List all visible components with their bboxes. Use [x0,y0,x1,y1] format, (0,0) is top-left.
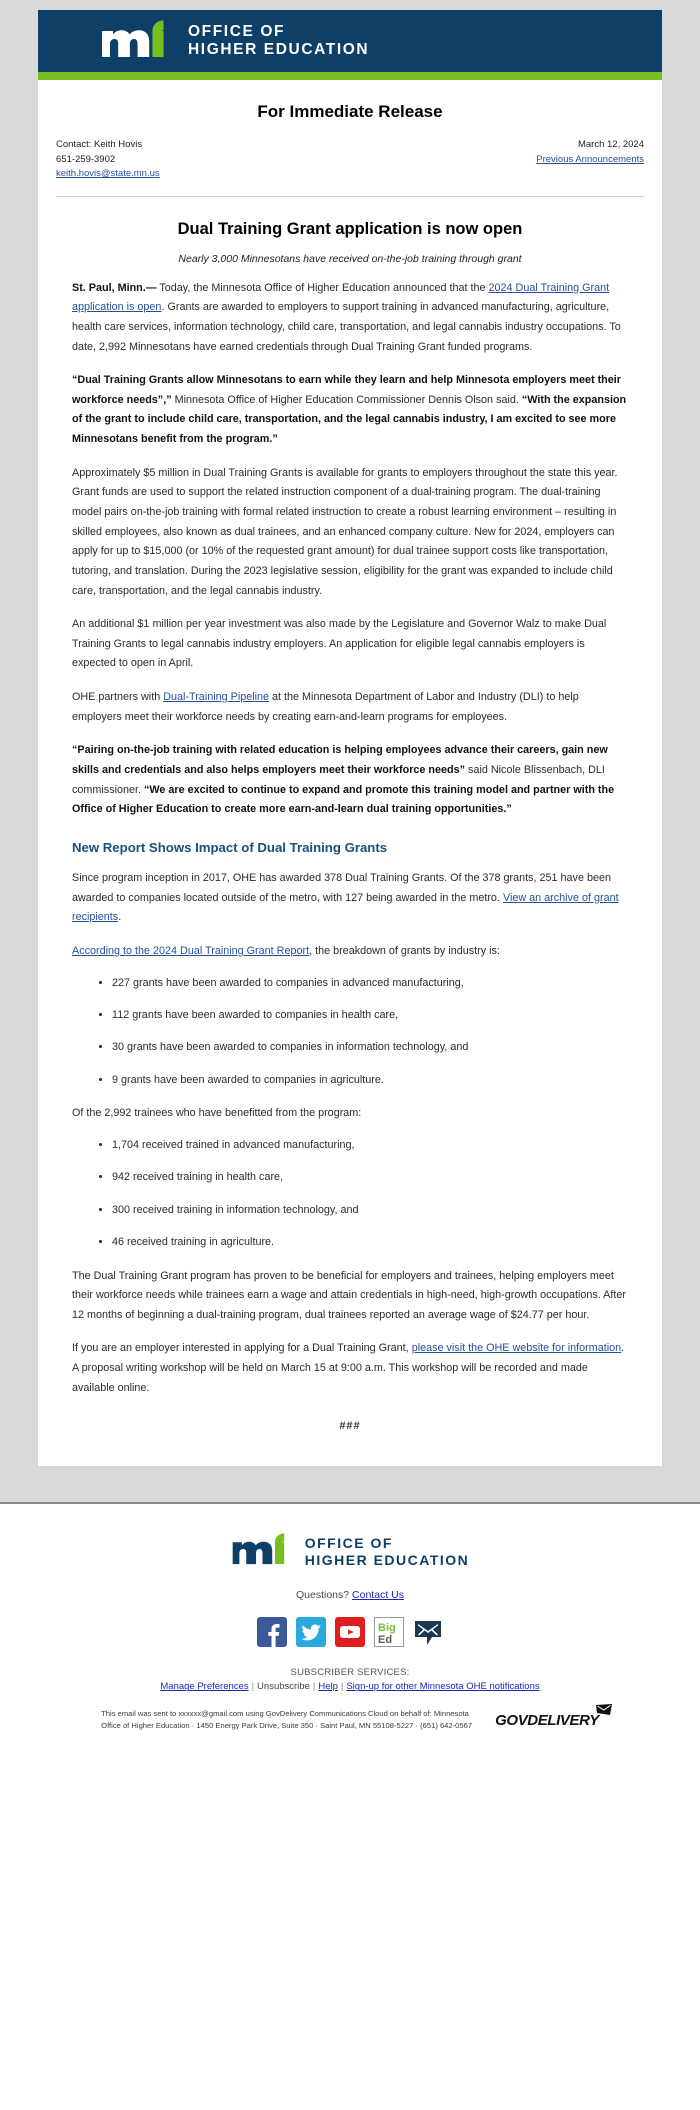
facebook-icon[interactable] [257,1617,287,1647]
blissenbach-attribution: said Nicole Blissenbach, DLI commissioner. [72,764,605,796]
contact-row [38,138,662,182]
grant-report-link[interactable]: According to the 2024 Dual Training Grant Report [72,944,310,957]
list-item: • 30 grants have been awarded to companies in information technology, and [112,1038,628,1057]
paragraph-4: An additional $1 million per year investment was also made by the Legislature and Governor Walz to make Dual Training Grants to legal cannabis industry employers. An application for eligible legal cannabis employers is expected to open in April. [72,618,607,670]
separator: | [312,1681,316,1693]
questions-line [0,1589,700,1601]
footer-logo-line-2: HIGHER EDUCATION [304,1551,470,1568]
email-card [38,10,662,1466]
p7-text-a: Since program inception in 2017, OHE has awarded 378 Dual Training Grants. Of the 378 grants, 251 have been awarded to companies located outside of the metro, with 127 being awarded in the metro. [72,871,611,904]
article-subhead: Nearly 3,000 Minnesotans have received on-the-job training through grant [178,252,522,265]
olson-quote-part-1: “Dual Training Grants allow Minnesotans to earn while they learn and help Minnesota employers meet their workforce needs”,” [72,374,621,406]
p8-text-b: , the breakdown of grants by industry is: [309,944,500,957]
paragraph-11 [72,1339,628,1398]
blissenbach-quote-part-2: “We are excited to continue to expand and promote this training model and partner with the Office of Higher Education to create more earn-and-learn dual training opportunities.” [72,783,615,816]
olson-quote-part-2: “With the expansion of the grant to include child care, transportation, and the legal cannabis industry, I am excited to see more Minnesotans benefit from the program.” [72,393,627,446]
subscriber-links-row [0,1681,700,1692]
list-item: • 1,704 received trained in advanced manufacturing, [112,1136,628,1155]
legal-row [0,1708,700,1750]
list-item: • 227 grants have been awarded to companies in advanced manufacturing, [112,974,628,993]
email-bottom-gap [0,1466,700,1502]
envelope-icon [596,1703,612,1720]
p7-text-b: . [118,911,122,924]
blissenbach-quote-part-1: “Pairing on-the-job training with related education is helping employees advance their careers, gain new skills and credentials and also helps employers meet their workforce needs” [72,744,608,777]
dateline: St. Paul, Minn.— [72,281,157,294]
big-ed-icon[interactable] [374,1617,404,1647]
p11-text-a: If you are an employer interested in applying for a Dual Training Grant, [72,1342,412,1355]
grant-recipients-archive-link[interactable]: View an archive of grant recipients [72,891,619,924]
masthead [38,10,662,72]
mn-logo-icon [231,1532,293,1571]
govdelivery-logo [495,1712,599,1729]
article [38,219,662,1466]
green-accent-bar [38,72,662,80]
footer-wordmark [305,1535,470,1568]
manage-preferences-link[interactable]: Manage Preferences [160,1681,249,1693]
paragraph-7 [72,869,628,928]
footer-logo [0,1532,700,1571]
separator: | [340,1681,344,1693]
contact-name: Contact: Keith Hovis [56,139,143,150]
section-heading-report: New Report Shows Impact of Dual Training Grants [72,839,388,855]
dual-training-pipeline-link[interactable]: Dual-Training Pipeline [163,691,270,704]
logo-line-1: OFFICE OF [188,23,286,41]
list-item: • 300 received training in information technology, and [112,1201,628,1220]
subscriber-services-label: SUBSCRIBER SERVICES: [290,1667,410,1679]
paragraph-2 [72,371,628,450]
svg-text:Big: Big [378,1622,396,1635]
p1-text-b: . Grants are awarded to employers to support training in advanced manufacturing, agriculture, health care services, information technology, child care, transportation, and legal cannabis industry occupations. To date, 2,992 Minnesotans have earned credentials through Dual Training Grant funded programs. [72,301,621,353]
contact-us-link[interactable]: Contact Us [352,1589,404,1602]
paragraph-6 [72,741,628,820]
paragraph-3: Approximately $5 million in Dual Training Grants is available for grants to employers throughout the state this year. Grant funds are used to support the related instruction component of a dual-training program. The dual-training model pairs on-the-job training with formal related instruction to create a robust learning environment – resulting in skilled employees, also known as dual trainees, and an enhanced company culture. New for 2024, employers can apply for up to $15,000 (or 10% of the requested grant amount) for dual trainee support costs like transportation, tutoring, and translation. During the 2023 legislative session, eligibility for the grant was expanded to include child care, transportation, and the legal cannabis industry. [72,466,618,597]
twitter-icon[interactable] [296,1617,326,1647]
previous-announcements-link[interactable]: Previous Announcements [536,153,644,165]
paragraph-5 [72,688,628,727]
release-meta-block [536,138,644,182]
footer-logo-line-1: OFFICE OF [304,1535,393,1552]
paragraph-9: Of the 2,992 trainees who have benefitted from the program: [72,1107,362,1120]
trainees-by-industry-list [72,1136,628,1253]
separator: | [251,1681,255,1693]
email-footer [0,1504,700,1750]
p11-text-b: . A proposal writing workshop will be held on March 15 at 9:00 a.m. This workshop will be recorded and made available online. [72,1342,625,1394]
svg-text:Ed: Ed [378,1634,393,1647]
contact-block [56,138,160,182]
header-divider [56,196,644,197]
list-item: • 9 grants have been awarded to companies in agriculture. [112,1071,628,1090]
govdelivery-wordmark: GOVDELIVERY [495,1711,599,1729]
grants-by-industry-list [72,974,628,1091]
contact-phone: 651-259-3902 [56,153,116,165]
signup-link[interactable]: Sign-up for other Minnesota OHE notifications [346,1681,540,1693]
list-item: • 46 received training in agriculture. [112,1233,628,1252]
end-mark: ### [339,1420,361,1433]
logo-wordmark [188,23,369,59]
ohe-website-link[interactable]: please visit the OHE website for information [411,1342,622,1355]
p5-text-a: OHE partners with [72,691,164,704]
contact-email-link[interactable]: keith.hovis@state.mn.us [56,168,160,180]
social-links-row [0,1617,700,1647]
help-link[interactable]: Help [318,1681,338,1693]
list-item: • 942 received training in health care, [112,1168,628,1187]
email-icon[interactable] [413,1617,443,1647]
paragraph-10: The Dual Training Grant program has proven to be beneficial for employers and trainees, helping employers meet their workforce needs while trainees earn a wage and attain credentials in high-need, high-growth occupations. After 12 months of beginning a dual-training program, dual trainees reported an average wage of $24.77 per hour. [72,1269,626,1321]
youtube-icon[interactable] [335,1617,365,1647]
article-headline: Dual Training Grant application is now open [177,220,523,239]
paragraph-1 [72,279,628,358]
release-title: For Immediate Release [257,102,443,121]
p5-text-b: at the Minnesota Department of Labor and Industry (DLI) to help employers meet their workforce needs by creating earn-and-learn programs for employees. [72,691,579,723]
unsubscribe-link[interactable]: Unsubscribe [257,1681,310,1693]
p1-text-a: Today, the Minnesota Office of Higher Education announced that the [156,281,489,294]
release-date: March 12, 2024 [577,139,644,150]
mn-logo-icon [100,19,174,64]
olson-attribution: Minnesota Office of Higher Education Commissioner Dennis Olson said. [171,393,522,406]
grant-application-link[interactable]: 2024 Dual Training Grant application is open [72,281,610,314]
questions-label: Questions? [296,1589,353,1602]
list-item: • 112 grants have been awarded to companies in health care, [112,1006,628,1025]
legal-text: This email was sent to xxxxxx@gmail.com using GovDelivery Communications Cloud on behalf of: Minnesota Office of Higher Education · 1450 Energy Park Drive, Suite 350 · Saint Paul, MN 55108-5227 · (651) 642-0567 [101,1709,473,1731]
logo-line-2: HIGHER EDUCATION [188,41,370,58]
paragraph-8 [72,942,628,962]
